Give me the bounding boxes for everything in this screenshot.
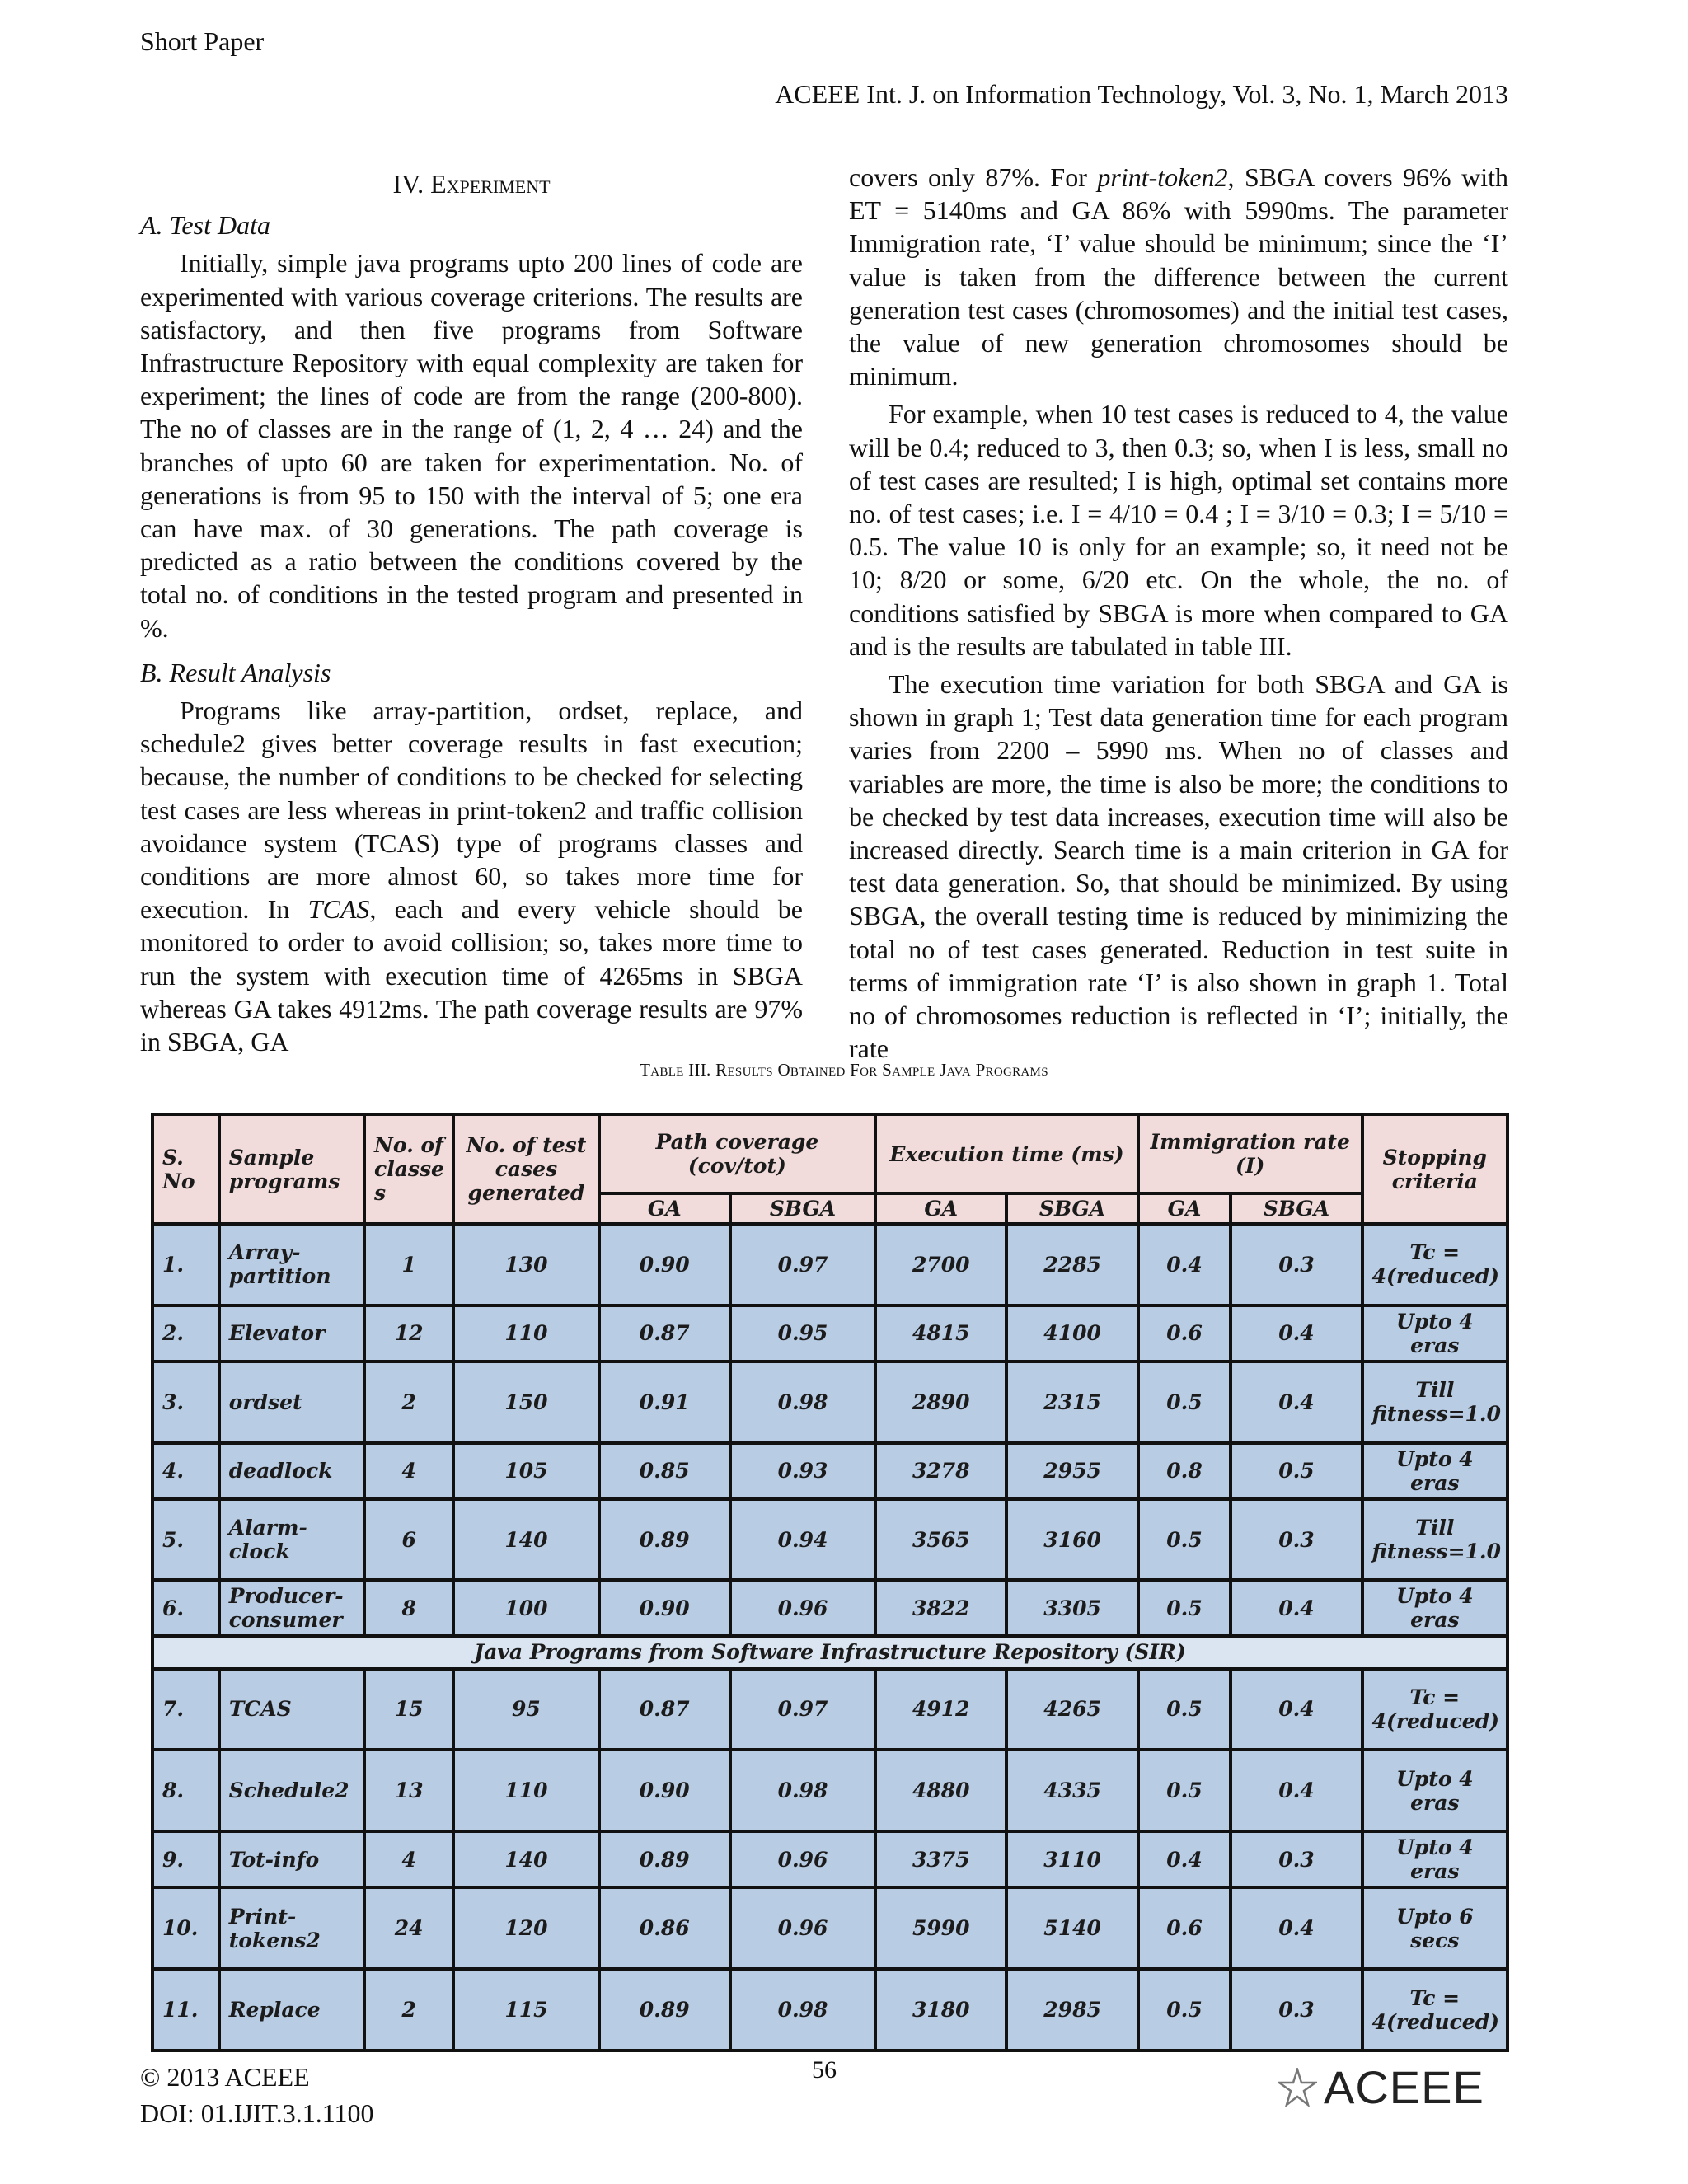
cell-classes: 15 xyxy=(364,1669,453,1750)
cell-immig-ga: 0.5 xyxy=(1138,1499,1231,1581)
cell-program: Print-tokens2 xyxy=(219,1887,364,1969)
cell-stopping: Upto 4 eras xyxy=(1362,1580,1507,1636)
table-row-banner xyxy=(152,1636,1507,1668)
cell-test-cases: 115 xyxy=(453,1969,598,2050)
cell-test-cases: 120 xyxy=(453,1887,598,1969)
cell-sno: 10. xyxy=(152,1887,219,1969)
cell-immig-ga: 0.6 xyxy=(1138,1305,1231,1361)
cell-path-ga: 0.87 xyxy=(599,1669,730,1750)
cell-immig-sbga: 0.4 xyxy=(1231,1580,1362,1636)
cell-test-cases: 100 xyxy=(453,1580,598,1636)
cell-exec-ga: 3565 xyxy=(875,1499,1006,1581)
footer-copyright: © 2013 ACEEE xyxy=(140,2062,310,2092)
cell-immig-ga: 0.4 xyxy=(1138,1224,1231,1305)
cell-stopping: Tc = 4(reduced) xyxy=(1362,1224,1507,1305)
cell-immig-sbga: 0.4 xyxy=(1231,1887,1362,1969)
cell-program: Elevator xyxy=(219,1305,364,1361)
cell-immig-ga: 0.8 xyxy=(1138,1443,1231,1499)
cell-immig-sbga: 0.4 xyxy=(1231,1669,1362,1750)
cell-classes: 2 xyxy=(364,1361,453,1443)
cell-exec-ga: 5990 xyxy=(875,1887,1006,1969)
cell-path-sbga: 0.96 xyxy=(730,1887,875,1969)
cell-classes: 8 xyxy=(364,1580,453,1636)
cell-exec-sbga: 3110 xyxy=(1006,1831,1137,1887)
paragraph-italic-term: print-token2 xyxy=(1097,162,1228,192)
header-sample-programs: Sample programs xyxy=(219,1114,364,1224)
cell-stopping: Tc = 4(reduced) xyxy=(1362,1969,1507,2050)
paragraph-text: covers only 87%. For xyxy=(849,162,1087,192)
cell-path-ga: 0.85 xyxy=(599,1443,730,1499)
subheader-sbga: SBGA xyxy=(1231,1193,1362,1224)
cell-exec-sbga: 2955 xyxy=(1006,1443,1137,1499)
cell-exec-ga: 3822 xyxy=(875,1580,1006,1636)
cell-sno: 4. xyxy=(152,1443,219,1499)
cell-program: Schedule2 xyxy=(219,1750,364,1831)
header-sno: S. No xyxy=(152,1114,219,1224)
paragraph-text: Programs like array-partition, ordset, replace, and schedule2 gives better coverage results in fast execution; because, the number of conditions to be checked for selecting test cases are less whereas in print-token2 and traffic collision avoidance system (TCAS) type of programs classes and conditions are more almost 60, so takes more time for execution. In xyxy=(140,696,803,925)
cell-exec-sbga: 3160 xyxy=(1006,1499,1137,1581)
cell-immig-ga: 0.5 xyxy=(1138,1750,1231,1831)
table-row xyxy=(152,1305,1507,1361)
cell-immig-ga: 0.4 xyxy=(1138,1831,1231,1887)
cell-path-sbga: 0.98 xyxy=(730,1750,875,1831)
cell-classes: 4 xyxy=(364,1831,453,1887)
cell-sno: 7. xyxy=(152,1669,219,1750)
cell-exec-ga: 2890 xyxy=(875,1361,1006,1443)
cell-path-sbga: 0.94 xyxy=(730,1499,875,1581)
cell-exec-ga: 3278 xyxy=(875,1443,1006,1499)
cell-immig-sbga: 0.4 xyxy=(1231,1750,1362,1831)
cell-exec-ga: 4815 xyxy=(875,1305,1006,1361)
cell-stopping: Till fitness=1.0 xyxy=(1362,1499,1507,1581)
cell-stopping: Upto 4 eras xyxy=(1362,1750,1507,1831)
cell-sno: 8. xyxy=(152,1750,219,1831)
header-test-cases: No. of test cases generated xyxy=(453,1114,598,1224)
cell-test-cases: 110 xyxy=(453,1750,598,1831)
paragraph-coverage xyxy=(849,161,1508,392)
cell-program: ordset xyxy=(219,1361,364,1443)
running-header-journal: ACEEE Int. J. on Information Technology, Vol. 3, No. 1, March 2013 xyxy=(775,79,1508,109)
cell-stopping: Till fitness=1.0 xyxy=(1362,1361,1507,1443)
cell-exec-ga: 3180 xyxy=(875,1969,1006,2050)
table-row xyxy=(152,1669,1507,1750)
cell-classes: 24 xyxy=(364,1887,453,1969)
cell-exec-sbga: 4335 xyxy=(1006,1750,1137,1831)
right-column xyxy=(849,161,1508,1070)
cell-exec-sbga: 5140 xyxy=(1006,1887,1137,1969)
cell-test-cases: 150 xyxy=(453,1361,598,1443)
cell-path-sbga: 0.95 xyxy=(730,1305,875,1361)
logo-text: ACEEE xyxy=(1324,2061,1484,2113)
cell-stopping: Tc = 4(reduced) xyxy=(1362,1669,1507,1750)
table-body xyxy=(152,1224,1507,2050)
cell-sno: 11. xyxy=(152,1969,219,2050)
cell-exec-ga: 4880 xyxy=(875,1750,1006,1831)
cell-immig-sbga: 0.4 xyxy=(1231,1305,1362,1361)
page-number: 56 xyxy=(812,2056,837,2083)
cell-classes: 2 xyxy=(364,1969,453,2050)
cell-test-cases: 140 xyxy=(453,1831,598,1887)
cell-test-cases: 105 xyxy=(453,1443,598,1499)
paragraph-text: , each and every vehicle should be monitored to order to avoid collision; so, takes more time to run the system with execution time of 4265ms in SBGA whereas GA takes 4912ms. The path coverage results are 97% in SBGA, GA xyxy=(140,894,804,1057)
cell-exec-sbga: 3305 xyxy=(1006,1580,1137,1636)
cell-path-ga: 0.89 xyxy=(599,1831,730,1887)
table-row xyxy=(152,1224,1507,1305)
cell-path-sbga: 0.96 xyxy=(730,1831,875,1887)
cell-test-cases: 130 xyxy=(453,1224,598,1305)
paragraph-execution-time: The execution time variation for both SBGA and GA is shown in graph 1; Test data generation time for each program varies from 2200 – 5990 ms. When no of classes and variables are more, the time is also be more; the conditions to be checked by test data increases, execution time will also be increased directly. Search time is a main criterion in GA for test data generation. So, that should be minimized. By using SBGA, the overall testing time is reduced by minimizing the total no of test cases generated. Reduction in test suite in terms of immigration rate ‘I’ is also shown in graph 1. Total no of chromosomes reduction is reflected in ‘I’; initially, the rate xyxy=(849,669,1508,1064)
footer-doi: DOI: 01.IJIT.3.1.1100 xyxy=(140,2098,374,2128)
cell-immig-sbga: 0.3 xyxy=(1231,1831,1362,1887)
section-title: IV. Experiment xyxy=(392,169,551,199)
left-column xyxy=(140,161,803,1063)
cell-program: Tot-info xyxy=(219,1831,364,1887)
cell-exec-sbga: 2315 xyxy=(1006,1361,1137,1443)
cell-classes: 13 xyxy=(364,1750,453,1831)
cell-sno: 2. xyxy=(152,1305,219,1361)
cell-immig-sbga: 0.3 xyxy=(1231,1224,1362,1305)
cell-program: Alarm-clock xyxy=(219,1499,364,1581)
header-path-coverage: Path coverage (cov/tot) xyxy=(599,1114,876,1193)
cell-path-ga: 0.89 xyxy=(599,1499,730,1581)
table-row xyxy=(152,1443,1507,1499)
cell-path-sbga: 0.97 xyxy=(730,1224,875,1305)
cell-path-ga: 0.90 xyxy=(599,1580,730,1636)
paragraph-example: For example, when 10 test cases is reduced to 4, the value will be 0.4; reduced to 3, then 0.3; so, when I is less, small no of test cases are resulted; I is high, optimal set contains more no. of test cases; i.e. I = 4/10 = 0.4 ; I = 3/10 = 0.3; I = 5/10 = 0.5. The value 10 is only for an example; so, it need not be 10; 8/20 or some, 6/20 etc. On the whole, the no. of conditions satisfied by SBGA is more when compared to GA and is the results are tabulated in table III. xyxy=(849,399,1508,661)
cell-immig-sbga: 0.3 xyxy=(1231,1499,1362,1581)
running-header-left: Short Paper xyxy=(140,26,265,56)
cell-immig-ga: 0.6 xyxy=(1138,1887,1231,1969)
cell-sno: 9. xyxy=(152,1831,219,1887)
cell-program: TCAS xyxy=(219,1669,364,1750)
cell-immig-ga: 0.5 xyxy=(1138,1669,1231,1750)
aceee-logo xyxy=(1278,2060,1484,2114)
cell-classes: 4 xyxy=(364,1443,453,1499)
cell-exec-sbga: 2985 xyxy=(1006,1969,1137,2050)
header-stopping-criteria: Stopping criteria xyxy=(1362,1114,1507,1224)
table-row xyxy=(152,1887,1507,1969)
cell-sno: 6. xyxy=(152,1580,219,1636)
cell-exec-sbga: 4265 xyxy=(1006,1669,1137,1750)
paragraph-text: , SBGA covers 96% with ET = 5140ms and GA 86% with 5990ms. The parameter Immigration rate, ‘I’ value should be minimum; since the ‘I’ value is taken from the difference between the current generation test cases (chromosomes) and the initial test cases, the value of new generation chromosomes should be minimum. xyxy=(849,162,1509,391)
cell-classes: 6 xyxy=(364,1499,453,1581)
cell-test-cases: 95 xyxy=(453,1669,598,1750)
cell-program: Array-partition xyxy=(219,1224,364,1305)
cell-path-ga: 0.91 xyxy=(599,1361,730,1443)
cell-stopping: Upto 6 secs xyxy=(1362,1887,1507,1969)
subheader-ga: GA xyxy=(1138,1193,1231,1224)
subheader-sbga: SBGA xyxy=(1006,1193,1137,1224)
cell-classes: 1 xyxy=(364,1224,453,1305)
results-table-container xyxy=(151,1113,1509,2052)
paragraph-result-analysis xyxy=(140,694,803,1058)
cell-program: deadlock xyxy=(219,1443,364,1499)
cell-path-ga: 0.86 xyxy=(599,1887,730,1969)
cell-stopping: Upto 4 eras xyxy=(1362,1305,1507,1361)
cell-program: Producer-consumer xyxy=(219,1580,364,1636)
cell-immig-ga: 0.5 xyxy=(1138,1580,1231,1636)
sir-section-banner: Java Programs from Software Infrastructure Repository (SIR) xyxy=(152,1636,1507,1668)
table-caption: Table III. Results Obtained For Sample Java Programs xyxy=(640,1060,1048,1080)
cell-path-sbga: 0.98 xyxy=(730,1361,875,1443)
subheader-ga: GA xyxy=(875,1193,1006,1224)
cell-sno: 3. xyxy=(152,1361,219,1443)
cell-test-cases: 140 xyxy=(453,1499,598,1581)
cell-stopping: Upto 4 eras xyxy=(1362,1443,1507,1499)
cell-immig-sbga: 0.3 xyxy=(1231,1969,1362,2050)
cell-path-ga: 0.87 xyxy=(599,1305,730,1361)
cell-path-ga: 0.89 xyxy=(599,1969,730,2050)
header-classes: No. of classe s xyxy=(364,1114,453,1224)
cell-exec-sbga: 2285 xyxy=(1006,1224,1137,1305)
results-table xyxy=(151,1113,1509,2052)
cell-classes: 12 xyxy=(364,1305,453,1361)
cell-program: Replace xyxy=(219,1969,364,2050)
cell-path-sbga: 0.97 xyxy=(730,1669,875,1750)
cell-stopping: Upto 4 eras xyxy=(1362,1831,1507,1887)
cell-exec-sbga: 4100 xyxy=(1006,1305,1137,1361)
table-row xyxy=(152,1361,1507,1443)
table-row xyxy=(152,1750,1507,1831)
table-row xyxy=(152,1969,1507,2050)
table-row xyxy=(152,1499,1507,1581)
subheader-ga: GA xyxy=(599,1193,730,1224)
paragraph-italic-term: TCAS xyxy=(307,894,370,925)
cell-immig-ga: 0.5 xyxy=(1138,1969,1231,2050)
cell-test-cases: 110 xyxy=(453,1305,598,1361)
cell-sno: 5. xyxy=(152,1499,219,1581)
subheader-sbga: SBGA xyxy=(730,1193,875,1224)
cell-immig-sbga: 0.5 xyxy=(1231,1443,1362,1499)
cell-path-ga: 0.90 xyxy=(599,1224,730,1305)
cell-path-sbga: 0.98 xyxy=(730,1969,875,2050)
star-logo-icon xyxy=(1278,2068,1317,2107)
subsection-result-analysis: B. Result Analysis xyxy=(140,657,331,687)
subsection-test-data: A. Test Data xyxy=(140,210,270,241)
cell-exec-ga: 3375 xyxy=(875,1831,1006,1887)
cell-immig-sbga: 0.4 xyxy=(1231,1361,1362,1443)
cell-path-ga: 0.90 xyxy=(599,1750,730,1831)
cell-exec-ga: 4912 xyxy=(875,1669,1006,1750)
paragraph-test-data: Initially, simple java programs upto 200 lines of code are experimented with various coverage criterions. The results are satisfactory, and then five programs from Software Infrastructure Repository with equal complexity are taken for experiment; the lines of code are from the range (200-800). The no of classes are in the range of (1, 2, 4 … 24) and the branches of upto 60 are taken for experimentation. No. of generations is from 95 to 150 with the interval of 5; one era can have max. of 30 generations. The path coverage is predicted as a ratio between the conditions covered by the total no. of conditions in the tested program and presented in %. xyxy=(140,248,803,643)
table-row xyxy=(152,1831,1507,1887)
header-immigration-rate: Immigration rate (I) xyxy=(1138,1114,1362,1193)
cell-sno: 1. xyxy=(152,1224,219,1305)
cell-path-sbga: 0.93 xyxy=(730,1443,875,1499)
cell-immig-ga: 0.5 xyxy=(1138,1361,1231,1443)
table-row xyxy=(152,1580,1507,1636)
header-execution-time: Execution time (ms) xyxy=(875,1114,1138,1193)
cell-path-sbga: 0.96 xyxy=(730,1580,875,1636)
cell-exec-ga: 2700 xyxy=(875,1224,1006,1305)
